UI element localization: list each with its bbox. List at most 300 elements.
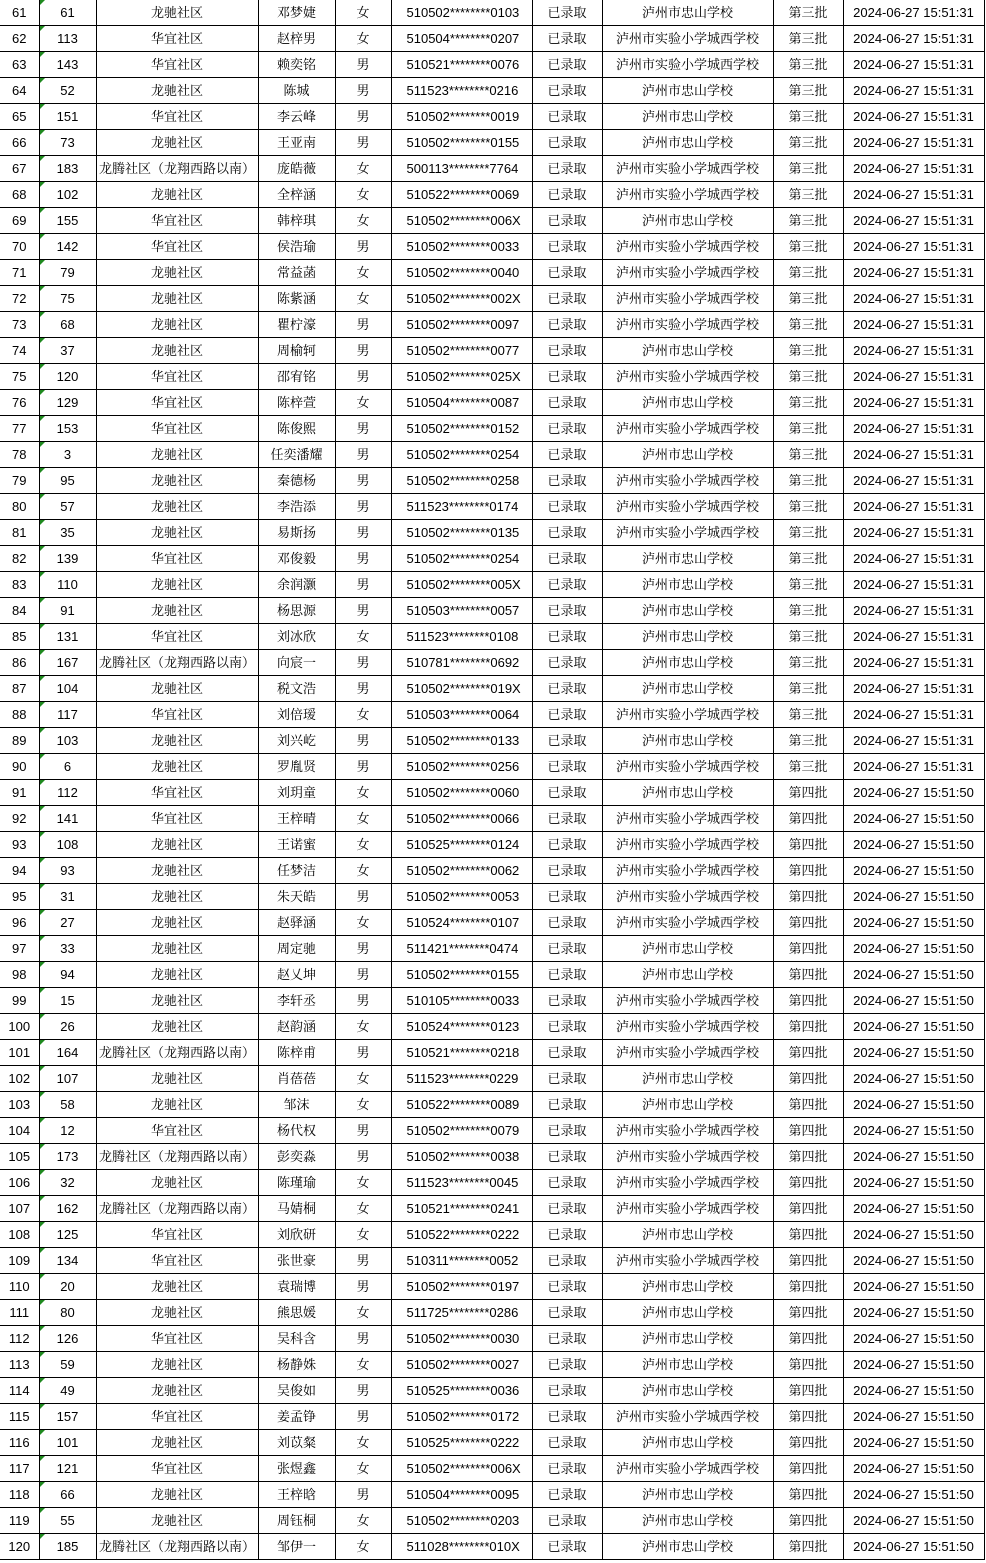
community-cell[interactable]: 龙驰社区 bbox=[96, 728, 258, 754]
id-number-cell[interactable]: 511725********0286 bbox=[391, 1300, 532, 1326]
student-name-cell[interactable]: 全梓涵 bbox=[258, 182, 335, 208]
status-cell[interactable]: 已录取 bbox=[532, 520, 602, 546]
school-cell[interactable]: 泸州市忠山学校 bbox=[602, 1300, 773, 1326]
status-cell[interactable]: 已录取 bbox=[532, 286, 602, 312]
row-number-cell[interactable]: 106 bbox=[0, 1170, 39, 1196]
row-number-cell[interactable]: 89 bbox=[0, 728, 39, 754]
student-name-cell[interactable]: 邹沫 bbox=[258, 1092, 335, 1118]
gender-cell[interactable]: 男 bbox=[335, 1404, 391, 1430]
status-cell[interactable]: 已录取 bbox=[532, 1118, 602, 1144]
row-number-cell[interactable]: 94 bbox=[0, 858, 39, 884]
student-name-cell[interactable]: 陈瑾瑜 bbox=[258, 1170, 335, 1196]
row-number-cell[interactable]: 114 bbox=[0, 1378, 39, 1404]
status-cell[interactable]: 已录取 bbox=[532, 468, 602, 494]
applicant-seq-cell[interactable]: 32 bbox=[39, 1170, 96, 1196]
status-cell[interactable]: 已录取 bbox=[532, 130, 602, 156]
row-number-cell[interactable]: 78 bbox=[0, 442, 39, 468]
student-name-cell[interactable]: 韩梓琪 bbox=[258, 208, 335, 234]
community-cell[interactable]: 龙驰社区 bbox=[96, 858, 258, 884]
id-number-cell[interactable]: 510502********0079 bbox=[391, 1118, 532, 1144]
community-cell[interactable]: 华宜社区 bbox=[96, 1118, 258, 1144]
gender-cell[interactable]: 女 bbox=[335, 260, 391, 286]
admission-time-cell[interactable]: 2024-06-27 15:51:50 bbox=[843, 1170, 984, 1196]
applicant-seq-cell[interactable]: 94 bbox=[39, 962, 96, 988]
id-number-cell[interactable]: 510504********0087 bbox=[391, 390, 532, 416]
school-cell[interactable]: 泸州市忠山学校 bbox=[602, 780, 773, 806]
admission-time-cell[interactable]: 2024-06-27 15:51:50 bbox=[843, 1144, 984, 1170]
status-cell[interactable]: 已录取 bbox=[532, 598, 602, 624]
batch-cell[interactable]: 第三批 bbox=[773, 468, 843, 494]
gender-cell[interactable]: 女 bbox=[335, 624, 391, 650]
applicant-seq-cell[interactable]: 183 bbox=[39, 156, 96, 182]
batch-cell[interactable]: 第四批 bbox=[773, 1508, 843, 1534]
school-cell[interactable]: 泸州市实验小学城西学校 bbox=[602, 312, 773, 338]
id-number-cell[interactable]: 510502********0103 bbox=[391, 0, 532, 26]
id-number-cell[interactable]: 510502********0019 bbox=[391, 104, 532, 130]
school-cell[interactable]: 泸州市实验小学城西学校 bbox=[602, 1014, 773, 1040]
status-cell[interactable]: 已录取 bbox=[532, 52, 602, 78]
school-cell[interactable]: 泸州市实验小学城西学校 bbox=[602, 286, 773, 312]
gender-cell[interactable]: 女 bbox=[335, 1222, 391, 1248]
id-number-cell[interactable]: 510504********0095 bbox=[391, 1482, 532, 1508]
id-number-cell[interactable]: 510503********0057 bbox=[391, 598, 532, 624]
student-name-cell[interactable]: 瞿柠濠 bbox=[258, 312, 335, 338]
student-name-cell[interactable]: 易斯扬 bbox=[258, 520, 335, 546]
community-cell[interactable]: 龙腾社区（龙翔西路以南） bbox=[96, 1144, 258, 1170]
school-cell[interactable]: 泸州市实验小学城西学校 bbox=[602, 832, 773, 858]
row-number-cell[interactable]: 92 bbox=[0, 806, 39, 832]
student-name-cell[interactable]: 赵梓男 bbox=[258, 26, 335, 52]
gender-cell[interactable]: 女 bbox=[335, 182, 391, 208]
id-number-cell[interactable]: 510502********0097 bbox=[391, 312, 532, 338]
admission-time-cell[interactable]: 2024-06-27 15:51:50 bbox=[843, 1248, 984, 1274]
status-cell[interactable]: 已录取 bbox=[532, 572, 602, 598]
batch-cell[interactable]: 第四批 bbox=[773, 1300, 843, 1326]
gender-cell[interactable]: 女 bbox=[335, 208, 391, 234]
admission-time-cell[interactable]: 2024-06-27 15:51:31 bbox=[843, 364, 984, 390]
admission-time-cell[interactable]: 2024-06-27 15:51:50 bbox=[843, 988, 984, 1014]
school-cell[interactable]: 泸州市实验小学城西学校 bbox=[602, 988, 773, 1014]
gender-cell[interactable]: 男 bbox=[335, 676, 391, 702]
batch-cell[interactable]: 第四批 bbox=[773, 1404, 843, 1430]
admission-time-cell[interactable]: 2024-06-27 15:51:50 bbox=[843, 1456, 984, 1482]
gender-cell[interactable]: 男 bbox=[335, 546, 391, 572]
row-number-cell[interactable]: 61 bbox=[0, 0, 39, 26]
batch-cell[interactable]: 第三批 bbox=[773, 156, 843, 182]
admission-time-cell[interactable]: 2024-06-27 15:51:50 bbox=[843, 962, 984, 988]
school-cell[interactable]: 泸州市忠山学校 bbox=[602, 1378, 773, 1404]
school-cell[interactable]: 泸州市实验小学城西学校 bbox=[602, 260, 773, 286]
applicant-seq-cell[interactable]: 131 bbox=[39, 624, 96, 650]
admission-time-cell[interactable]: 2024-06-27 15:51:31 bbox=[843, 494, 984, 520]
row-number-cell[interactable]: 77 bbox=[0, 416, 39, 442]
student-name-cell[interactable]: 陈紫涵 bbox=[258, 286, 335, 312]
community-cell[interactable]: 华宜社区 bbox=[96, 390, 258, 416]
applicant-seq-cell[interactable]: 26 bbox=[39, 1014, 96, 1040]
student-name-cell[interactable]: 陈梓甫 bbox=[258, 1040, 335, 1066]
student-name-cell[interactable]: 刘兴屹 bbox=[258, 728, 335, 754]
row-number-cell[interactable]: 109 bbox=[0, 1248, 39, 1274]
school-cell[interactable]: 泸州市实验小学城西学校 bbox=[602, 1170, 773, 1196]
status-cell[interactable]: 已录取 bbox=[532, 676, 602, 702]
community-cell[interactable]: 华宜社区 bbox=[96, 26, 258, 52]
school-cell[interactable]: 泸州市实验小学城西学校 bbox=[602, 1144, 773, 1170]
applicant-seq-cell[interactable]: 33 bbox=[39, 936, 96, 962]
school-cell[interactable]: 泸州市忠山学校 bbox=[602, 338, 773, 364]
row-number-cell[interactable]: 68 bbox=[0, 182, 39, 208]
student-name-cell[interactable]: 彭奕淼 bbox=[258, 1144, 335, 1170]
student-name-cell[interactable]: 陈城 bbox=[258, 78, 335, 104]
id-number-cell[interactable]: 510502********0053 bbox=[391, 884, 532, 910]
applicant-seq-cell[interactable]: 185 bbox=[39, 1534, 96, 1560]
admission-time-cell[interactable]: 2024-06-27 15:51:50 bbox=[843, 936, 984, 962]
gender-cell[interactable]: 男 bbox=[335, 364, 391, 390]
gender-cell[interactable]: 女 bbox=[335, 702, 391, 728]
row-number-cell[interactable]: 76 bbox=[0, 390, 39, 416]
admission-time-cell[interactable]: 2024-06-27 15:51:50 bbox=[843, 1378, 984, 1404]
admission-time-cell[interactable]: 2024-06-27 15:51:31 bbox=[843, 442, 984, 468]
student-name-cell[interactable]: 刘玥童 bbox=[258, 780, 335, 806]
admission-time-cell[interactable]: 2024-06-27 15:51:31 bbox=[843, 468, 984, 494]
row-number-cell[interactable]: 64 bbox=[0, 78, 39, 104]
status-cell[interactable]: 已录取 bbox=[532, 1248, 602, 1274]
batch-cell[interactable]: 第三批 bbox=[773, 182, 843, 208]
batch-cell[interactable]: 第三批 bbox=[773, 78, 843, 104]
row-number-cell[interactable]: 72 bbox=[0, 286, 39, 312]
admission-time-cell[interactable]: 2024-06-27 15:51:31 bbox=[843, 312, 984, 338]
id-number-cell[interactable]: 510502********0197 bbox=[391, 1274, 532, 1300]
gender-cell[interactable]: 男 bbox=[335, 1144, 391, 1170]
school-cell[interactable]: 泸州市忠山学校 bbox=[602, 1430, 773, 1456]
batch-cell[interactable]: 第三批 bbox=[773, 442, 843, 468]
community-cell[interactable]: 龙驰社区 bbox=[96, 338, 258, 364]
student-name-cell[interactable]: 吴俊如 bbox=[258, 1378, 335, 1404]
admission-time-cell[interactable]: 2024-06-27 15:51:50 bbox=[843, 1430, 984, 1456]
batch-cell[interactable]: 第四批 bbox=[773, 910, 843, 936]
id-number-cell[interactable]: 510502********0256 bbox=[391, 754, 532, 780]
id-number-cell[interactable]: 510525********0036 bbox=[391, 1378, 532, 1404]
applicant-seq-cell[interactable]: 126 bbox=[39, 1326, 96, 1352]
gender-cell[interactable]: 女 bbox=[335, 1170, 391, 1196]
status-cell[interactable]: 已录取 bbox=[532, 208, 602, 234]
batch-cell[interactable]: 第三批 bbox=[773, 494, 843, 520]
admission-time-cell[interactable]: 2024-06-27 15:51:31 bbox=[843, 260, 984, 286]
status-cell[interactable]: 已录取 bbox=[532, 156, 602, 182]
community-cell[interactable]: 龙驰社区 bbox=[96, 962, 258, 988]
row-number-cell[interactable]: 62 bbox=[0, 26, 39, 52]
community-cell[interactable]: 龙驰社区 bbox=[96, 1352, 258, 1378]
gender-cell[interactable]: 女 bbox=[335, 832, 391, 858]
row-number-cell[interactable]: 113 bbox=[0, 1352, 39, 1378]
admission-time-cell[interactable]: 2024-06-27 15:51:50 bbox=[843, 1196, 984, 1222]
applicant-seq-cell[interactable]: 157 bbox=[39, 1404, 96, 1430]
school-cell[interactable]: 泸州市实验小学城西学校 bbox=[602, 364, 773, 390]
row-number-cell[interactable]: 96 bbox=[0, 910, 39, 936]
community-cell[interactable]: 龙驰社区 bbox=[96, 78, 258, 104]
student-name-cell[interactable]: 李云峰 bbox=[258, 104, 335, 130]
school-cell[interactable]: 泸州市忠山学校 bbox=[602, 442, 773, 468]
community-cell[interactable]: 龙驰社区 bbox=[96, 468, 258, 494]
applicant-seq-cell[interactable]: 151 bbox=[39, 104, 96, 130]
school-cell[interactable]: 泸州市忠山学校 bbox=[602, 650, 773, 676]
student-name-cell[interactable]: 刘倍瑷 bbox=[258, 702, 335, 728]
school-cell[interactable]: 泸州市忠山学校 bbox=[602, 1326, 773, 1352]
community-cell[interactable]: 龙驰社区 bbox=[96, 1274, 258, 1300]
status-cell[interactable]: 已录取 bbox=[532, 1456, 602, 1482]
gender-cell[interactable]: 男 bbox=[335, 1118, 391, 1144]
community-cell[interactable]: 龙驰社区 bbox=[96, 1300, 258, 1326]
admission-time-cell[interactable]: 2024-06-27 15:51:31 bbox=[843, 676, 984, 702]
id-number-cell[interactable]: 510502********0155 bbox=[391, 130, 532, 156]
batch-cell[interactable]: 第四批 bbox=[773, 1014, 843, 1040]
school-cell[interactable]: 泸州市实验小学城西学校 bbox=[602, 910, 773, 936]
admission-time-cell[interactable]: 2024-06-27 15:51:31 bbox=[843, 104, 984, 130]
id-number-cell[interactable]: 510521********0076 bbox=[391, 52, 532, 78]
school-cell[interactable]: 泸州市忠山学校 bbox=[602, 78, 773, 104]
id-number-cell[interactable]: 510502********0066 bbox=[391, 806, 532, 832]
id-number-cell[interactable]: 510502********0254 bbox=[391, 546, 532, 572]
gender-cell[interactable]: 女 bbox=[335, 1456, 391, 1482]
batch-cell[interactable]: 第四批 bbox=[773, 1092, 843, 1118]
school-cell[interactable]: 泸州市实验小学城西学校 bbox=[602, 1404, 773, 1430]
community-cell[interactable]: 华宜社区 bbox=[96, 1456, 258, 1482]
admission-time-cell[interactable]: 2024-06-27 15:51:50 bbox=[843, 1040, 984, 1066]
status-cell[interactable]: 已录取 bbox=[532, 1430, 602, 1456]
school-cell[interactable]: 泸州市实验小学城西学校 bbox=[602, 1196, 773, 1222]
row-number-cell[interactable]: 74 bbox=[0, 338, 39, 364]
status-cell[interactable]: 已录取 bbox=[532, 1508, 602, 1534]
student-name-cell[interactable]: 庞皓薇 bbox=[258, 156, 335, 182]
id-number-cell[interactable]: 510502********0030 bbox=[391, 1326, 532, 1352]
status-cell[interactable]: 已录取 bbox=[532, 1196, 602, 1222]
id-number-cell[interactable]: 510502********0038 bbox=[391, 1144, 532, 1170]
applicant-seq-cell[interactable]: 129 bbox=[39, 390, 96, 416]
batch-cell[interactable]: 第三批 bbox=[773, 260, 843, 286]
admission-time-cell[interactable]: 2024-06-27 15:51:31 bbox=[843, 390, 984, 416]
community-cell[interactable]: 龙驰社区 bbox=[96, 1508, 258, 1534]
school-cell[interactable]: 泸州市实验小学城西学校 bbox=[602, 468, 773, 494]
status-cell[interactable]: 已录取 bbox=[532, 416, 602, 442]
applicant-seq-cell[interactable]: 27 bbox=[39, 910, 96, 936]
id-number-cell[interactable]: 510521********0218 bbox=[391, 1040, 532, 1066]
student-name-cell[interactable]: 刘苡粲 bbox=[258, 1430, 335, 1456]
gender-cell[interactable]: 女 bbox=[335, 1066, 391, 1092]
batch-cell[interactable]: 第四批 bbox=[773, 1430, 843, 1456]
gender-cell[interactable]: 男 bbox=[335, 1326, 391, 1352]
community-cell[interactable]: 龙驰社区 bbox=[96, 260, 258, 286]
community-cell[interactable]: 龙驰社区 bbox=[96, 910, 258, 936]
id-number-cell[interactable]: 510502********0133 bbox=[391, 728, 532, 754]
gender-cell[interactable]: 男 bbox=[335, 572, 391, 598]
row-number-cell[interactable]: 100 bbox=[0, 1014, 39, 1040]
student-name-cell[interactable]: 张世豪 bbox=[258, 1248, 335, 1274]
batch-cell[interactable]: 第四批 bbox=[773, 936, 843, 962]
batch-cell[interactable]: 第四批 bbox=[773, 1534, 843, 1560]
status-cell[interactable]: 已录取 bbox=[532, 1300, 602, 1326]
student-name-cell[interactable]: 刘欣研 bbox=[258, 1222, 335, 1248]
row-number-cell[interactable]: 99 bbox=[0, 988, 39, 1014]
school-cell[interactable]: 泸州市忠山学校 bbox=[602, 572, 773, 598]
row-number-cell[interactable]: 111 bbox=[0, 1300, 39, 1326]
status-cell[interactable]: 已录取 bbox=[532, 1066, 602, 1092]
applicant-seq-cell[interactable]: 55 bbox=[39, 1508, 96, 1534]
community-cell[interactable]: 龙驰社区 bbox=[96, 832, 258, 858]
id-number-cell[interactable]: 510521********0241 bbox=[391, 1196, 532, 1222]
applicant-seq-cell[interactable]: 167 bbox=[39, 650, 96, 676]
row-number-cell[interactable]: 69 bbox=[0, 208, 39, 234]
row-number-cell[interactable]: 81 bbox=[0, 520, 39, 546]
status-cell[interactable]: 已录取 bbox=[532, 1404, 602, 1430]
status-cell[interactable]: 已录取 bbox=[532, 390, 602, 416]
batch-cell[interactable]: 第四批 bbox=[773, 1144, 843, 1170]
status-cell[interactable]: 已录取 bbox=[532, 104, 602, 130]
admission-time-cell[interactable]: 2024-06-27 15:51:50 bbox=[843, 1300, 984, 1326]
batch-cell[interactable]: 第四批 bbox=[773, 1248, 843, 1274]
school-cell[interactable]: 泸州市实验小学城西学校 bbox=[602, 858, 773, 884]
school-cell[interactable]: 泸州市实验小学城西学校 bbox=[602, 1248, 773, 1274]
row-number-cell[interactable]: 63 bbox=[0, 52, 39, 78]
community-cell[interactable]: 龙驰社区 bbox=[96, 1066, 258, 1092]
status-cell[interactable]: 已录取 bbox=[532, 832, 602, 858]
batch-cell[interactable]: 第四批 bbox=[773, 780, 843, 806]
row-number-cell[interactable]: 79 bbox=[0, 468, 39, 494]
student-name-cell[interactable]: 常益菡 bbox=[258, 260, 335, 286]
batch-cell[interactable]: 第三批 bbox=[773, 520, 843, 546]
student-name-cell[interactable]: 马婧桐 bbox=[258, 1196, 335, 1222]
row-number-cell[interactable]: 87 bbox=[0, 676, 39, 702]
row-number-cell[interactable]: 83 bbox=[0, 572, 39, 598]
community-cell[interactable]: 龙驰社区 bbox=[96, 130, 258, 156]
school-cell[interactable]: 泸州市实验小学城西学校 bbox=[602, 234, 773, 260]
admission-time-cell[interactable]: 2024-06-27 15:51:31 bbox=[843, 26, 984, 52]
gender-cell[interactable]: 男 bbox=[335, 338, 391, 364]
admission-time-cell[interactable]: 2024-06-27 15:51:50 bbox=[843, 1066, 984, 1092]
applicant-seq-cell[interactable]: 57 bbox=[39, 494, 96, 520]
school-cell[interactable]: 泸州市实验小学城西学校 bbox=[602, 494, 773, 520]
student-name-cell[interactable]: 杨静姝 bbox=[258, 1352, 335, 1378]
row-number-cell[interactable]: 116 bbox=[0, 1430, 39, 1456]
status-cell[interactable]: 已录取 bbox=[532, 260, 602, 286]
school-cell[interactable]: 泸州市实验小学城西学校 bbox=[602, 520, 773, 546]
admission-time-cell[interactable]: 2024-06-27 15:51:31 bbox=[843, 182, 984, 208]
admission-time-cell[interactable]: 2024-06-27 15:51:50 bbox=[843, 1482, 984, 1508]
student-name-cell[interactable]: 肖蓓蓓 bbox=[258, 1066, 335, 1092]
gender-cell[interactable]: 男 bbox=[335, 468, 391, 494]
row-number-cell[interactable]: 105 bbox=[0, 1144, 39, 1170]
gender-cell[interactable]: 男 bbox=[335, 312, 391, 338]
student-name-cell[interactable]: 李浩添 bbox=[258, 494, 335, 520]
admission-time-cell[interactable]: 2024-06-27 15:51:31 bbox=[843, 650, 984, 676]
applicant-seq-cell[interactable]: 37 bbox=[39, 338, 96, 364]
community-cell[interactable]: 龙驰社区 bbox=[96, 884, 258, 910]
row-number-cell[interactable]: 107 bbox=[0, 1196, 39, 1222]
status-cell[interactable]: 已录取 bbox=[532, 910, 602, 936]
applicant-seq-cell[interactable]: 20 bbox=[39, 1274, 96, 1300]
student-name-cell[interactable]: 张煜鑫 bbox=[258, 1456, 335, 1482]
gender-cell[interactable]: 女 bbox=[335, 858, 391, 884]
school-cell[interactable]: 泸州市忠山学校 bbox=[602, 624, 773, 650]
community-cell[interactable]: 龙驰社区 bbox=[96, 936, 258, 962]
row-number-cell[interactable]: 70 bbox=[0, 234, 39, 260]
row-number-cell[interactable]: 67 bbox=[0, 156, 39, 182]
row-number-cell[interactable]: 75 bbox=[0, 364, 39, 390]
applicant-seq-cell[interactable]: 103 bbox=[39, 728, 96, 754]
community-cell[interactable]: 龙驰社区 bbox=[96, 1014, 258, 1040]
community-cell[interactable]: 华宜社区 bbox=[96, 52, 258, 78]
community-cell[interactable]: 龙驰社区 bbox=[96, 1430, 258, 1456]
community-cell[interactable]: 华宜社区 bbox=[96, 1222, 258, 1248]
batch-cell[interactable]: 第三批 bbox=[773, 130, 843, 156]
admission-time-cell[interactable]: 2024-06-27 15:51:31 bbox=[843, 546, 984, 572]
id-number-cell[interactable]: 510525********0124 bbox=[391, 832, 532, 858]
id-number-cell[interactable]: 510502********0258 bbox=[391, 468, 532, 494]
gender-cell[interactable]: 男 bbox=[335, 650, 391, 676]
status-cell[interactable]: 已录取 bbox=[532, 858, 602, 884]
student-name-cell[interactable]: 周定驰 bbox=[258, 936, 335, 962]
batch-cell[interactable]: 第三批 bbox=[773, 754, 843, 780]
id-number-cell[interactable]: 510522********0089 bbox=[391, 1092, 532, 1118]
gender-cell[interactable]: 女 bbox=[335, 1430, 391, 1456]
id-number-cell[interactable]: 510502********0152 bbox=[391, 416, 532, 442]
gender-cell[interactable]: 男 bbox=[335, 1248, 391, 1274]
student-name-cell[interactable]: 王诺蜜 bbox=[258, 832, 335, 858]
applicant-seq-cell[interactable]: 101 bbox=[39, 1430, 96, 1456]
applicant-seq-cell[interactable]: 12 bbox=[39, 1118, 96, 1144]
school-cell[interactable]: 泸州市忠山学校 bbox=[602, 1066, 773, 1092]
community-cell[interactable]: 龙驰社区 bbox=[96, 494, 258, 520]
admission-time-cell[interactable]: 2024-06-27 15:51:50 bbox=[843, 1014, 984, 1040]
community-cell[interactable]: 龙腾社区（龙翔西路以南） bbox=[96, 1196, 258, 1222]
student-name-cell[interactable]: 侯浩瑜 bbox=[258, 234, 335, 260]
admission-time-cell[interactable]: 2024-06-27 15:51:31 bbox=[843, 0, 984, 26]
applicant-seq-cell[interactable]: 153 bbox=[39, 416, 96, 442]
school-cell[interactable]: 泸州市忠山学校 bbox=[602, 1482, 773, 1508]
admission-time-cell[interactable]: 2024-06-27 15:51:50 bbox=[843, 1092, 984, 1118]
student-name-cell[interactable]: 杨代权 bbox=[258, 1118, 335, 1144]
community-cell[interactable]: 华宜社区 bbox=[96, 780, 258, 806]
admission-time-cell[interactable]: 2024-06-27 15:51:50 bbox=[843, 1508, 984, 1534]
student-name-cell[interactable]: 邵宥铭 bbox=[258, 364, 335, 390]
community-cell[interactable]: 龙驰社区 bbox=[96, 676, 258, 702]
admission-time-cell[interactable]: 2024-06-27 15:51:31 bbox=[843, 520, 984, 546]
row-number-cell[interactable]: 91 bbox=[0, 780, 39, 806]
community-cell[interactable]: 华宜社区 bbox=[96, 208, 258, 234]
batch-cell[interactable]: 第三批 bbox=[773, 338, 843, 364]
applicant-seq-cell[interactable]: 173 bbox=[39, 1144, 96, 1170]
row-number-cell[interactable]: 73 bbox=[0, 312, 39, 338]
status-cell[interactable]: 已录取 bbox=[532, 988, 602, 1014]
id-number-cell[interactable]: 510502********005X bbox=[391, 572, 532, 598]
gender-cell[interactable]: 男 bbox=[335, 1274, 391, 1300]
id-number-cell[interactable]: 511028********010X bbox=[391, 1534, 532, 1560]
batch-cell[interactable]: 第三批 bbox=[773, 650, 843, 676]
gender-cell[interactable]: 女 bbox=[335, 806, 391, 832]
id-number-cell[interactable]: 510502********025X bbox=[391, 364, 532, 390]
student-name-cell[interactable]: 税文浩 bbox=[258, 676, 335, 702]
status-cell[interactable]: 已录取 bbox=[532, 1014, 602, 1040]
applicant-seq-cell[interactable]: 73 bbox=[39, 130, 96, 156]
id-number-cell[interactable]: 510502********0077 bbox=[391, 338, 532, 364]
applicant-seq-cell[interactable]: 61 bbox=[39, 0, 96, 26]
applicant-seq-cell[interactable]: 117 bbox=[39, 702, 96, 728]
id-number-cell[interactable]: 510105********0033 bbox=[391, 988, 532, 1014]
student-name-cell[interactable]: 李轩丞 bbox=[258, 988, 335, 1014]
admission-time-cell[interactable]: 2024-06-27 15:51:31 bbox=[843, 702, 984, 728]
status-cell[interactable]: 已录取 bbox=[532, 806, 602, 832]
community-cell[interactable]: 龙腾社区（龙翔西路以南） bbox=[96, 156, 258, 182]
student-name-cell[interactable]: 袁瑞博 bbox=[258, 1274, 335, 1300]
community-cell[interactable]: 龙驰社区 bbox=[96, 312, 258, 338]
